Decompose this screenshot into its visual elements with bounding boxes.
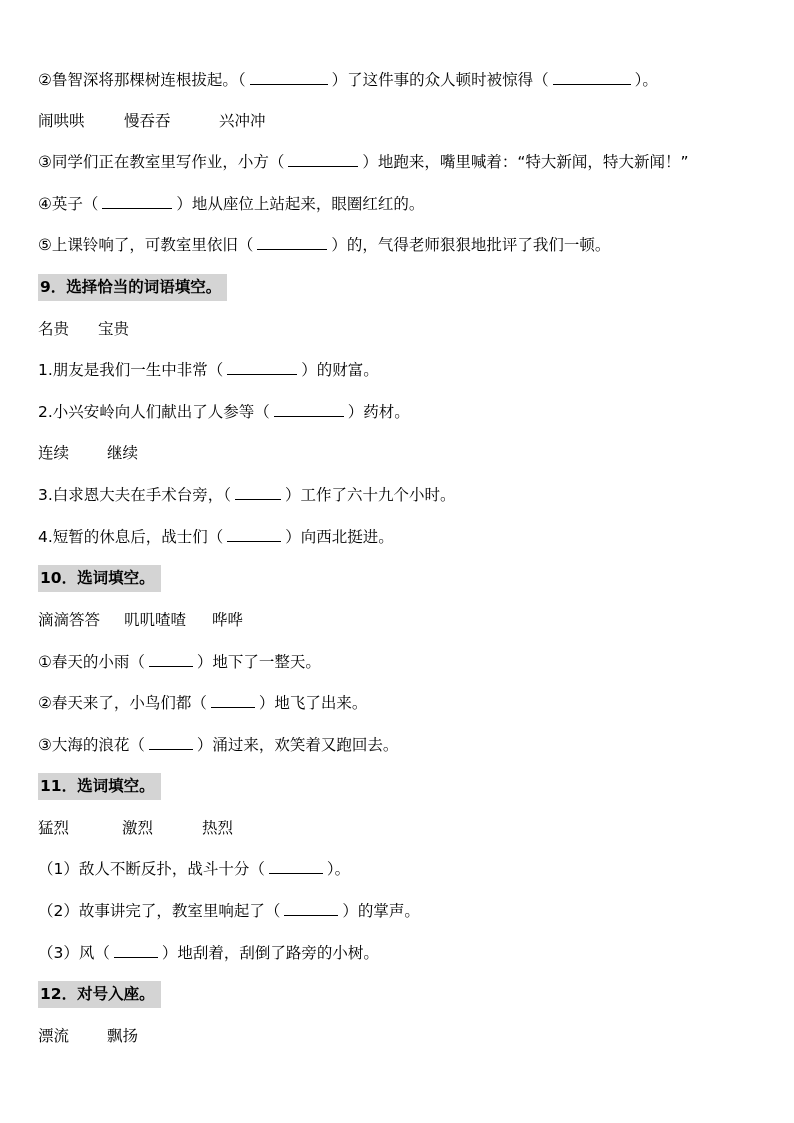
question-text: ）的掌声。 [342, 902, 420, 920]
word-option: 飘扬 [107, 1027, 139, 1045]
word-options-11 [38, 817, 233, 839]
question-text: ）向西北挺进。 [285, 528, 394, 546]
question-text: ）地下了一整天。 [196, 653, 321, 671]
word-options-8 [38, 110, 266, 132]
question-10-2 [38, 692, 367, 714]
word-options-10 [38, 609, 243, 631]
question-text: （3）风（ [38, 944, 110, 962]
answer-blank[interactable] [274, 402, 344, 417]
answer-blank[interactable] [227, 360, 297, 375]
word-option: 兴冲冲 [219, 112, 266, 130]
word-option: 哗哗 [212, 611, 244, 629]
question-text: ⑤上课铃响了，可教室里依旧（ [38, 236, 254, 254]
word-option: 激烈 [122, 819, 154, 837]
question-10-1 [38, 651, 321, 673]
question-text: ）药材。 [347, 403, 410, 421]
question-8-2 [38, 69, 658, 91]
word-option: 宝贵 [98, 320, 130, 338]
question-text: ）。 [326, 860, 351, 878]
question-9-3 [38, 484, 456, 506]
question-10-3 [38, 734, 398, 756]
word-option: 连续 [38, 444, 70, 462]
question-text: ②鲁智深将那棵树连根拔起。（ [38, 71, 246, 89]
answer-blank[interactable] [102, 194, 172, 209]
answer-blank[interactable] [235, 485, 281, 500]
answer-blank[interactable] [288, 152, 358, 167]
answer-blank[interactable] [284, 901, 338, 916]
question-text: ）地飞了出来。 [258, 694, 368, 712]
question-text: ）涌过来，欢笑着又跑回去。 [196, 736, 399, 754]
answer-blank[interactable] [257, 235, 327, 250]
question-text: ）了这件事的众人顿时被惊得（ [331, 71, 549, 89]
section-heading-12: 12．对号入座。 [38, 981, 161, 1008]
question-text: 4.短暂的休息后，战士们（ [38, 528, 224, 546]
word-option: 猛烈 [38, 819, 70, 837]
word-option: 继续 [107, 444, 139, 462]
question-8-5 [38, 234, 610, 256]
question-11-1 [38, 858, 350, 880]
section-heading-11: 11．选词填空。 [38, 773, 161, 800]
section-heading-10: 10．选词填空。 [38, 565, 161, 592]
question-9-1 [38, 359, 379, 381]
word-option: 叽叽喳喳 [124, 611, 187, 629]
question-text: ）地跑来，嘴里喊着：“特大新闻，特大新闻！” [362, 153, 689, 171]
word-options-9a [38, 318, 129, 340]
question-8-4 [38, 193, 424, 215]
answer-blank[interactable] [269, 859, 323, 874]
word-options-12 [38, 1025, 138, 1047]
question-text: ①春天的小雨（ [38, 653, 145, 671]
question-text: ③大海的浪花（ [38, 736, 145, 754]
word-options-9b [38, 442, 138, 464]
question-text: ）的财富。 [301, 361, 379, 379]
answer-blank[interactable] [211, 693, 255, 708]
question-text: ）地刮着，刮倒了路旁的小树。 [161, 944, 379, 962]
answer-blank[interactable] [227, 527, 281, 542]
word-option: 热烈 [202, 819, 234, 837]
question-text: ）的，气得老师狠狠地批评了我们一顿。 [331, 236, 611, 254]
answer-blank[interactable] [149, 652, 193, 667]
answer-blank[interactable] [149, 735, 193, 750]
question-text: 3.白求恩大夫在手术台旁，（ [38, 486, 232, 504]
question-text: ）地从座位上站起来，眼圈红红的。 [176, 195, 425, 213]
answer-blank[interactable] [553, 70, 631, 85]
question-9-2 [38, 401, 410, 423]
question-text: ③同学们正在教室里写作业，小方（ [38, 153, 285, 171]
question-11-3 [38, 942, 379, 964]
question-text: （1）敌人不断反扑，战斗十分（ [38, 860, 265, 878]
question-text: ）工作了六十九个小时。 [285, 486, 456, 504]
section-heading-9: 9．选择恰当的词语填空。 [38, 274, 227, 301]
answer-blank[interactable] [250, 70, 328, 85]
question-text: ②春天来了，小鸟们都（ [38, 694, 207, 712]
word-option: 闹哄哄 [38, 112, 85, 130]
question-text: ④英子（ [38, 195, 99, 213]
question-8-3 [38, 151, 688, 173]
question-11-2 [38, 900, 420, 922]
question-text: 1.朋友是我们一生中非常（ [38, 361, 224, 379]
answer-blank[interactable] [114, 943, 158, 958]
question-9-4 [38, 526, 394, 548]
word-option: 滴滴答答 [38, 611, 101, 629]
question-text: ）。 [634, 71, 658, 89]
word-option: 名贵 [38, 320, 70, 338]
word-option: 慢吞吞 [124, 112, 171, 130]
question-text: 2.小兴安岭向人们献出了人参等（ [38, 403, 270, 421]
word-option: 漂流 [38, 1027, 70, 1045]
question-text: （2）故事讲完了，教室里响起了（ [38, 902, 281, 920]
